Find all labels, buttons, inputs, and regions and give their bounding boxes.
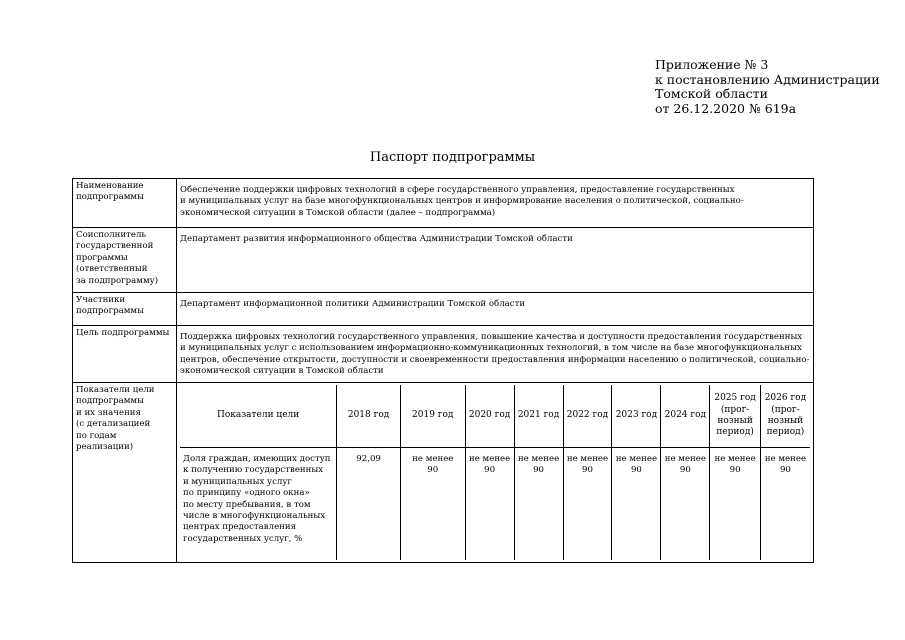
value-2023: не менее 90 (612, 448, 661, 561)
participants-value: Департамент информационной политики Администрации Томской области (177, 293, 814, 326)
passport-table (72, 178, 814, 563)
header-year: 2023 год (612, 385, 661, 448)
value-2024: не менее 90 (661, 448, 710, 561)
name-label: Наименование подпрограммы (73, 179, 177, 228)
value-2021: не менее 90 (514, 448, 563, 561)
row-name (73, 179, 814, 228)
coexecutor-label: Соисполнитель государственной программы (ответственный за подпрограмму) (73, 228, 177, 293)
participants-label: Участники подпрограммы (73, 293, 177, 326)
goal-value: Поддержка цифровых технологий государственного управления, повышение качества и доступности предоставления государственных и муниципальных услуг с использованием информационно-коммуникационных технологий, в том числе на базе многофункциональных центров, обеспечение открытости, доступности и своевременности предоставления информации населению о политической, социально- экономической ситуации в Томской области (177, 326, 814, 383)
indicators-header-row (180, 385, 810, 448)
indicator-text: Доля граждан, имеющих доступ к получению государственных и муниципальных услуг по принципу «одного окна» по месту пребывания, в том числе в многофункциональных центрах предоставления государственных услуг, % (180, 448, 337, 561)
header-year: 2018 год (337, 385, 401, 448)
indicators-data-row (180, 448, 810, 561)
header-line: Приложение № 3 (655, 57, 769, 72)
value-2025: не менее 90 (710, 448, 761, 561)
indicators-table (180, 385, 810, 560)
value-2022: не менее 90 (563, 448, 612, 561)
row-coexecutor (73, 228, 814, 293)
approval-header (655, 58, 880, 116)
indicators-table-cell (177, 383, 814, 563)
header-year-forecast: 2025 год (прог- нозный период) (710, 385, 761, 448)
coexecutor-value: Департамент развития информационного общества Администрации Томской области (177, 228, 814, 293)
indicators-label: Показатели цели подпрограммы и их значения (с детализацией по годам реализации) (73, 383, 177, 563)
document-title: Паспорт подпрограммы (369, 150, 536, 165)
row-indicators (73, 383, 814, 563)
value-2018: 92,09 (337, 448, 401, 561)
header-year: 2020 год (465, 385, 514, 448)
header-year: 2021 год (514, 385, 563, 448)
row-goal (73, 326, 814, 383)
name-value: Обеспечение поддержки цифровых технологий в сфере государственного управления, предоставление государственных и муниципальных услуг на базе многофункциональных центров и информирование населения о политической, социально- экономической ситуации в Томской области (далее – подпрограмма) (177, 179, 814, 228)
header-year-forecast: 2026 год (прог- нозный период) (760, 385, 810, 448)
header-line: к постановлению Администрации (655, 71, 880, 87)
row-participants (73, 293, 814, 326)
value-2019: не менее 90 (400, 448, 465, 561)
value-2026: не менее 90 (760, 448, 810, 561)
header-year: 2022 год (563, 385, 612, 448)
goal-label: Цель подпрограммы (73, 326, 177, 383)
header-indicator: Показатели цели (180, 385, 337, 448)
header-year: 2024 год (661, 385, 710, 448)
header-line: Томской области (655, 86, 768, 101)
header-line: от 26.12.2020 № 619а (655, 100, 797, 116)
value-2020: не менее 90 (465, 448, 514, 561)
header-year: 2019 год (400, 385, 465, 448)
